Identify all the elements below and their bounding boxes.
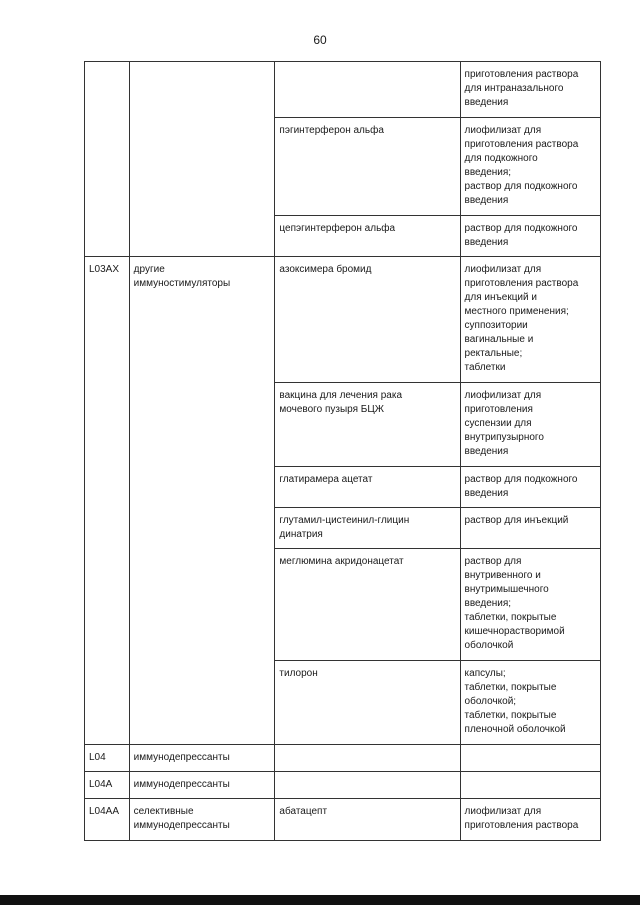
atc-code-cell: L04A [85,772,130,799]
group-name-cell: селективные иммунодепрессанты [129,799,275,841]
dosage-form-cell: раствор для инъекций [460,508,600,549]
dosage-form-cell: лиофилизат для приготовления раствора для инъекций и местного применения; суппозитории вагинальные и ректальные; таблетки [460,257,600,383]
drug-name-cell: абатацепт [275,799,460,841]
group-name-cell [129,62,275,257]
dosage-form-cell: лиофилизат для приготовления суспензии для внутрипузырного введения [460,383,600,467]
drug-name-cell: цепэгинтерферон альфа [275,216,460,257]
atc-code-cell: L03AX [85,257,130,745]
dosage-form-cell: раствор для внутривенного и внутримышечного введения; таблетки, покрытые кишечнорастворимой оболочкой [460,549,600,661]
atc-code-cell: L04 [85,745,130,772]
drug-name-cell: вакцина для лечения рака мочевого пузыря БЦЖ [275,383,460,467]
dosage-form-cell: раствор для подкожного введения [460,216,600,257]
drug-name-cell: глатирамера ацетат [275,467,460,508]
atc-code-cell: L04AA [85,799,130,841]
table-row [85,799,601,841]
group-name-cell: другие иммуностимуляторы [129,257,275,745]
group-name-cell: иммунодепрессанты [129,772,275,799]
drug-name-cell: азоксимера бромид [275,257,460,383]
drug-table [84,61,601,841]
group-name-cell: иммунодепрессанты [129,745,275,772]
dosage-form-cell: раствор для подкожного введения [460,467,600,508]
drug-name-cell: пэгинтерферон альфа [275,118,460,216]
atc-code-cell [85,62,130,257]
dosage-form-cell [460,772,600,799]
drug-name-cell [275,62,460,118]
table-row [85,772,601,799]
drug-name-cell: глутамил-цистеинил-глицин динатрия [275,508,460,549]
drug-name-cell: меглюмина акридонацетат [275,549,460,661]
table-row [85,62,601,118]
dosage-form-cell: приготовления раствора для интраназального введения [460,62,600,118]
table-row [85,257,601,383]
page-number: 60 [313,33,327,47]
drug-name-cell [275,745,460,772]
dosage-form-cell: лиофилизат для приготовления раствора [460,799,600,841]
scan-edge-bar [0,895,640,905]
drug-name-cell [275,772,460,799]
dosage-form-cell: капсулы; таблетки, покрытые оболочкой; таблетки, покрытые пленочной оболочкой [460,661,600,745]
drug-name-cell: тилорон [275,661,460,745]
dosage-form-cell: лиофилизат для приготовления раствора для подкожного введения; раствор для подкожного введения [460,118,600,216]
table-row [85,745,601,772]
dosage-form-cell [460,745,600,772]
